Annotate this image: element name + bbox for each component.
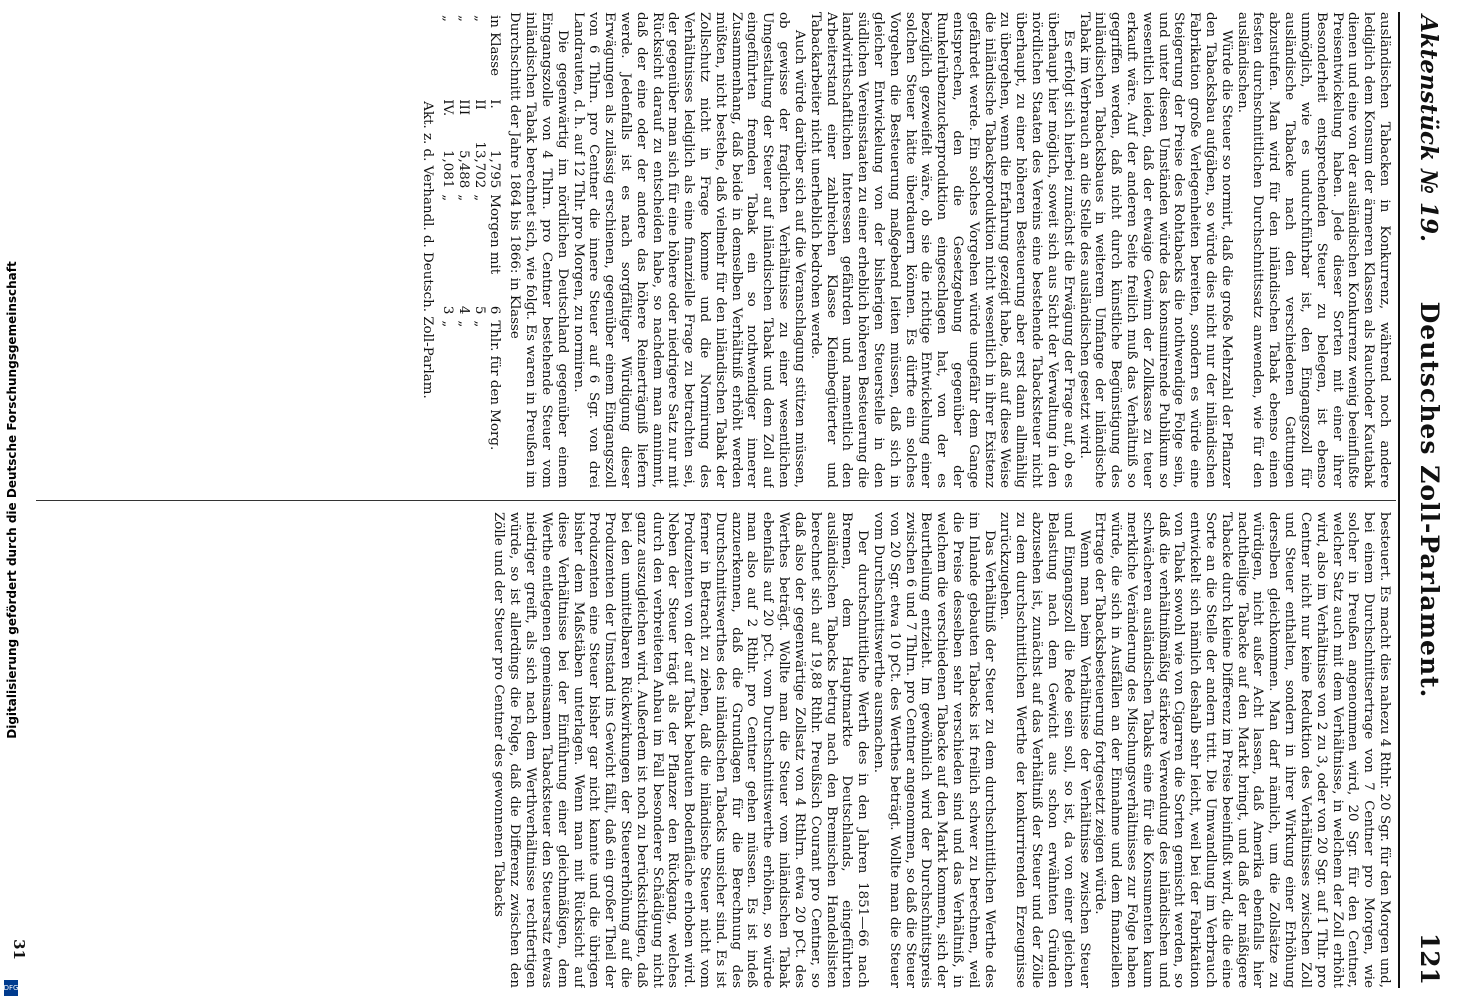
credit-text: Digitalisierung gefördert durch die Deutsche Forschungsgemeinschaft bbox=[5, 261, 19, 739]
table-cell: „ bbox=[440, 320, 456, 328]
table-cell: „ bbox=[471, 15, 487, 22]
column-signature: Akt. z. d. Verhandl. d. Deutsch. Zoll-Parlam. bbox=[420, 101, 436, 399]
table-cell: „ bbox=[440, 194, 456, 202]
left-paragraph: Es erfolgt sich hierbei zunächst die Erwägung der Frage auf, ob es überhaupt hier möglich, soweit sich aus Sicht der Verwaltung in den nördlichen Staaten des Vereins eine bestehende Tabacksteuer nicht überhaupt, zu einer höheren Besteuerung aber erst dann allmählig zu übergehen, wenn die Erfahrung gezeigt habe, daß auf diese Weise die inländische Tabacksproduktion nicht wesentlich in ihrer Existenz gefährdet werde. Ein solches Vorgehen würde ungefähr dem Gange entsprechen, den die Gesetzgebung gegenüber der Runkelrübenzuckerproduktion eingeschlagen hat, von der es bezüglich gezweifelt wäre, ob sie die richtige Entwickelung einer solchen Steuer hätte überdauern können. Es dürfte ein solches Vorgehen die Besteuerung maßgebend leiten müssen, daß sich in gleicher Entwickelung von der bisherigen Steuerstelle in den südlichen Vereinsstaaten zu einer erheblich höheren Besteuerung die landwirthschaftlichen Interessen gefährden und namentlich den Arbeiterstand einer zahlreichen Klasse Kleinbegüterter und Tabackarbeiter nicht unerheblich bedrohen werde. bbox=[807, 12, 1076, 488]
left-column bbox=[22, 12, 1392, 488]
left-paragraph: ausländischen Tabacken in Konkurrenz, während noch andere lediglich dem Konsum der ärmeren Klassen als Rauchoder Kautabak dienen und eine von der ausländischen Konkurrenz wenig beeinflußte Preisentwickelung haben. Jede dieser Sorten mit einer ihrer Besonderheit entsprechenden Steuer zu belegen, ist ebenso unmöglich, wie es undurchführbar ist, den Eingangszoll für ausländische Tabacke nach den verschiedenen Gattungen abzustufen. Man wird für den inländischen Tabak ebenso einen festen durchschnittlichen Durchschnittssatz anwenden, wie für den ausländischen. bbox=[1234, 12, 1392, 488]
table-cell: III bbox=[455, 99, 471, 116]
table-cell: „ bbox=[471, 320, 487, 328]
table-row bbox=[487, 12, 503, 488]
acreage-table bbox=[439, 12, 502, 488]
table-cell: 1,081 bbox=[440, 149, 456, 189]
table-cell: Morgen mit bbox=[487, 194, 503, 275]
table-cell: 3 bbox=[440, 305, 456, 315]
table-cell: Thlr. für den Morg. bbox=[487, 320, 503, 451]
right-paragraph: Das Verhältniß der Steuer zu dem durchschnittlichen Werthe des im Inlande gebauten Tabacks ist freilich schwer zu berechnen, weil die Preise desselben sehr verschieden sind und das Verhältniß, in welchem die verschiedenen Tabacke auf den Markt kommen, sich der Beurtheilung entzieht. Im gewöhnlich wird der Durchschnittspreis zwischen 6 und 7 Thlrn. pro Centner angenommen, so daß die Steuer von 20 Sgr. etwa 10 pCt. des Werthes beträgt. Wollte man die Steuer vom Durchschnittswerthe ausmachen. bbox=[871, 512, 997, 988]
right-column bbox=[22, 512, 1392, 988]
left-paragraph: Die gegenwärtig im nördlichen Deutschland gegenüber einem Eingangszolle von 4 Thlrn. pro Centner bestehende Steuer vom inländischen Tabak berechnet sich, wie folgt. Es waren in Preußen im Durchschnitt der Jahre 1864 bis 1866: in Klasse bbox=[507, 12, 570, 488]
dfg-logo-icon: DFG bbox=[4, 980, 18, 996]
appendix-number: Aktenstück № 19. bbox=[1415, 15, 1442, 243]
right-paragraph: Wenn man beim Verhältnisse der Verhältnisse zwischen Steuer und Eingangszoll die Rede sein soll, so ist, da von einer gleichen Belastung nach dem Gewicht aus schon erwähnten Gründen abzusehen ist, zunächst auf das Verhältniß der Steuer und der Zölle zu dem durchschnittlichen Werthe der konkurrirenden Erzeugnisse zurückzugehen. bbox=[997, 512, 1092, 988]
table-cell: „ bbox=[440, 15, 456, 22]
sheet-signature: 31 bbox=[10, 939, 28, 960]
table-row bbox=[439, 12, 455, 488]
right-paragraph: besteuert. Es macht dies nahezu 4 Rthlr. 20 Sgr. für den Morgen und, bei einem Durchschnittsertrage von 7 Centner pro Morgen, wie solcher in Preußen angenommen wird, 20 Sgr. für den Centner, welcher Satz auch mit dem Verhältnisse, in welchem der Zoll erhöht wird, also im Verhältnisse von 2 zu 3, oder von 20 Sgr. auf 1 Thlr. pro Centner nicht nur keine Reduktion des Verhältnisses zwischen Zoll und Steuer enthalten, sondern in ihrer Wirkung einer Erhöhung derselben gleichkommen. Man darf nämlich, um die Zollsätze zu würdigen, nicht außer Acht lassen, daß Amerika ebenfalls hier nachtheilige Tabacke auf den Markt bringt, und daß der mäßigere Tabacke durch kleine Differenz im Preise beeinflußt wird, die die eine Sorte an die Stelle der andern tritt. Die Umwandlung im Verbrauch entwickelt sich nämlich deshalb sehr leicht, weil bei der Fabrikation von Tabak sowohl wie von Cigarren die Sorten gemischt werden, so daß die verhältnißmäßig stärkere Verwendung des inländischen und schwächeren ausländischen Tabaks eine für die Konsumenten kaum merkliche Veränderung des Mischungsverhältnisses zur Folge haben würde, die sich in Ausfällen an der Einnahme und dem finanziellen Ertrage der Tabacksbesteuerung fortgesetzt zeigen würde. bbox=[1092, 512, 1392, 988]
table-cell: „ bbox=[455, 320, 471, 328]
table-cell: 13,702 bbox=[471, 141, 487, 189]
table-cell: 4 bbox=[455, 305, 471, 315]
table-cell: I. bbox=[487, 99, 503, 109]
table-cell: IV. bbox=[440, 99, 456, 117]
table-cell: „ bbox=[455, 194, 471, 202]
table-cell: 5,488 bbox=[455, 149, 471, 189]
table-cell: in Klasse bbox=[487, 15, 503, 77]
table-cell: „ bbox=[455, 15, 471, 22]
table-cell: 5 bbox=[471, 305, 487, 315]
left-paragraph: Auch würde darüber sich auf die Veranschlagung stützen müssen, ob gewisse der fraglichen Verhältnisse zu einer wesentlichen Umgestaltung der Steuer auf inländischen Tabak und dem Zoll auf eingeführten fremden Tabak ein so nothwendiger innerer Zusammenhang, daß beide in demselben Verhältniß erhöht werden müßten, nicht bestehe, daß vielmehr für den inländischen Tabak der Zollschutz nicht in Frage komme und die Normirung des Verhältnisses lediglich als eine finanzielle Frage zu betrachten sei, der gegenüber man sich für eine höhere oder niedrigere Satz nur mit Rücksicht darauf zu entscheiden habe, so nachdem man annimmt, daß der eine oder der andere das höhere Reinerträgniß liefern werde. Jedenfalls ist es nach sorgfältiger Würdigung dieser Erwägungen als zulässig erschienen, gegenüber einem Eingangszoll von 6 Thlrn. pro Centner die innere Steuer auf 6 Sgr. von drei Landrauten, d. h. auf 12 Thlr. pro Morgen, zu normiren. bbox=[570, 12, 807, 488]
column-divider bbox=[36, 500, 1396, 501]
right-paragraph: Der durchschnittliche Werth des in den Jahren 1851—66 nach Bremen, dem Hauptmarkte Deutschlands, eingeführten ausländischen Tabacks betrug nach den Bremischen Handelslisten berechnet sich auf 19,88 Rthlr. Preußisch Courant pro Centner, so daß also der gegenwärtige Zollsatz von 4 Rthlrn. etwa 20 pCt. des Werthes beträgt. Wollte man die Steuer vom inländischen Tabak ebenfalls auf 20 pCt. vom Durchschnittswerthe erhöhen, so würde man also auf 2 Rthlr. pro Centner gehen müssen. Es ist indeß anzuerkennen, daß die Grundlagen für die Berechnung des Durchschnittswerthes des inländischen Tabacks unsicher sind. Es ist ferner in Betracht zu ziehen, daß die inländische Steuer nicht vom Produzenten von der auf Tabak bebauten Bodenfläche erhoben wird. Neben der Steuer trägt als der Pflanzer den Rückgang, welches durch den verbreiteten Anbau im Fall besonderer Schädigung nicht ganz auszugleichen wird. Außerdem ist noch zu berücksichtigen, daß bei den unmittelbaren Rückwirkungen der Steuererhöhung auf die Produzenten der Umstand ins Gewicht fällt, daß ein großer Theil der Produzenten eine Steuer bisher gar nicht kannte und die übrigen bisher dem Maßstäben unterlagen. Wenn man mit Rücksicht auf diese Verhältnisse bei der Einführung einer gleichmäßigen, dem Werthe entlegenen gemeinsamen Tabacksteuer den Steuersatz etwas niedriger greift, als sich nach dem Werthverhältnisse rechtfertigen würde, so ist allerdings die Folge, daß die Differenz zwischen den Zölle und der Steuer pro Centner des gewonnenen Tabacks bbox=[491, 512, 871, 988]
table-cell: II bbox=[471, 99, 487, 110]
table-row bbox=[471, 12, 487, 488]
digitization-credit bbox=[2, 2, 22, 998]
page-title: Deutsches Zoll-Parlament. bbox=[1415, 301, 1444, 699]
header-rule bbox=[1398, 12, 1400, 988]
table-cell: „ bbox=[471, 194, 487, 202]
page-number: 121 bbox=[1415, 932, 1444, 985]
page-header bbox=[1406, 0, 1444, 1000]
table-cell: 1,795 bbox=[487, 149, 503, 189]
table-row bbox=[455, 12, 471, 488]
left-paragraph: Würde die Steuer so normirt, daß die große Mehrzahl der Pflanzer den Tabacksbau aufgäben, so würde dies nicht nur der inländischen Fabrikation große Verlegenheiten bereiten, sondern es würde eine Steigerung der Preise des Rohtabacks die nothwendige Folge sein, und unter diesen Umständen würde das konsumirende Publikum so wesentlich leiden, daß der etwaige Gewinn der Zollkasse zu teuer erkauft wäre. Auf der anderen Seite freilich muß das Verhältniß so gegriffen werden, daß nicht durch künstliche Begünstigung des inländischen Tabacksbaues in weiterem Umfange der inländische Tabak im Verbrauch an die Stelle des ausländischen gesetzt wird. bbox=[1076, 12, 1234, 488]
table-cell: 6 bbox=[487, 305, 503, 315]
